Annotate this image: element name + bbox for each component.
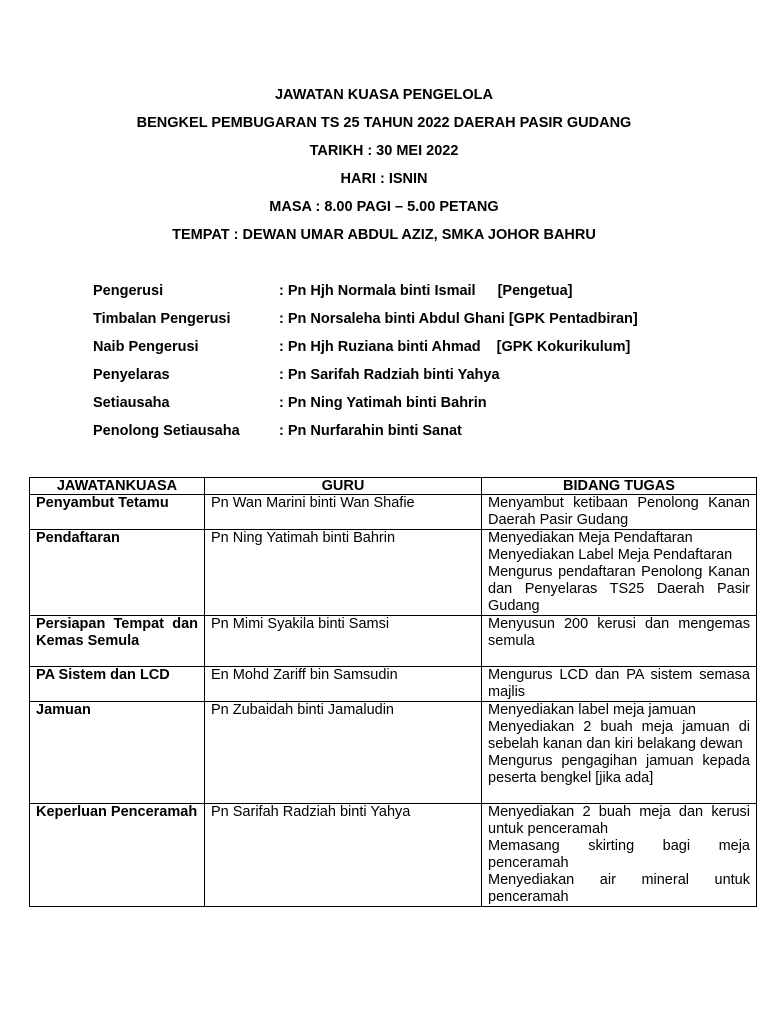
row-committee: PA Sistem dan LCD [30, 667, 205, 702]
committee-role: Pengerusi [93, 283, 164, 299]
task-item: Menyediakan 2 buah meja dan kerusi untuk penceramah [488, 804, 750, 837]
column-header-tasks: BIDANG TUGAS [482, 478, 757, 495]
committee-name: : Pn Norsaleha binti Abdul Ghani [279, 311, 505, 327]
duty-table [29, 477, 757, 907]
table-header-row [30, 478, 757, 495]
table-row [30, 667, 757, 702]
committee-row [93, 282, 713, 310]
committee-name: : Pn Hjh Ruziana binti Ahmad [279, 339, 481, 355]
committee-list [93, 282, 713, 450]
committee-row [93, 366, 713, 394]
committee-name: : Pn Hjh Normala binti Ismail [279, 283, 476, 299]
committee-name: : Pn Ning Yatimah binti Bahrin [279, 395, 487, 411]
table-row [30, 804, 757, 907]
task-item: Mengurus pengagihan jamuan kepada peserta bengkel [jika ada] [488, 753, 750, 786]
header-time: MASA : 8.00 PAGI – 5.00 PETANG [269, 199, 499, 215]
task-item: Menyediakan label meja jamuan [488, 702, 696, 718]
row-tasks [482, 804, 757, 907]
column-header-committee: JAWATANKUASA [30, 478, 205, 495]
row-teacher: En Mohd Zariff bin Samsudin [205, 667, 482, 702]
row-teacher: Pn Wan Marini binti Wan Shafie [205, 495, 482, 530]
row-teacher: Pn Mimi Syakila binti Samsi [205, 616, 482, 667]
committee-role: Timbalan Pengerusi [93, 311, 231, 327]
row-committee: Penyambut Tetamu [30, 495, 205, 530]
row-tasks [482, 667, 757, 702]
row-tasks [482, 495, 757, 530]
task-item: Mengurus pendaftaran Penolong Kanan dan Penyelaras TS25 Daerah Pasir Gudang [488, 564, 750, 614]
row-teacher: Pn Sarifah Radziah binti Yahya [205, 804, 482, 907]
header-venue: TEMPAT : DEWAN UMAR ABDUL AZIZ, SMKA JOHOR BAHRU [172, 227, 596, 243]
header-date: TARIKH : 30 MEI 2022 [309, 143, 459, 159]
task-item: Menyediakan Meja Pendaftaran [488, 530, 693, 546]
table-row [30, 530, 757, 616]
table-row [30, 495, 757, 530]
row-committee: Jamuan [30, 702, 205, 804]
committee-row [93, 394, 713, 422]
committee-name: : Pn Sarifah Radziah binti Yahya [279, 367, 500, 383]
row-committee: Keperluan Penceramah [30, 804, 205, 907]
committee-row [93, 422, 713, 450]
header-day: HARI : ISNIN [340, 171, 428, 187]
row-tasks [482, 530, 757, 616]
row-tasks [482, 616, 757, 667]
table-row [30, 616, 757, 667]
committee-name: : Pn Nurfarahin binti Sanat [279, 423, 462, 439]
task-item: Menyusun 200 kerusi dan mengemas semula [488, 616, 750, 649]
task-item: Menyediakan 2 buah meja jamuan di sebelah kanan dan kiri belakang dewan [488, 719, 750, 752]
column-header-teacher: GURU [205, 478, 482, 495]
task-item: Menyediakan Label Meja Pendaftaran [488, 547, 733, 563]
task-item: Mengurus LCD dan PA sistem semasa majlis [488, 667, 750, 700]
task-item: Memasang skirting bagi meja penceramah [488, 838, 750, 871]
task-item: Menyambut ketibaan Penolong Kanan Daerah Pasir Gudang [488, 495, 750, 528]
table-row [30, 702, 757, 804]
committee-role: Naib Pengerusi [93, 339, 199, 355]
committee-role: Setiausaha [93, 395, 170, 411]
committee-post: [GPK Kokurikulum] [496, 339, 631, 355]
committee-row [93, 338, 713, 366]
row-committee: Pendaftaran [30, 530, 205, 616]
committee-row [93, 310, 713, 338]
committee-role: Penolong Setiausaha [93, 423, 240, 439]
row-tasks [482, 702, 757, 804]
committee-role: Penyelaras [93, 367, 170, 383]
row-committee: Persiapan Tempat dan Kemas Semula [30, 616, 205, 667]
committee-post: [GPK Pentadbiran] [508, 311, 638, 327]
row-teacher: Pn Zubaidah binti Jamaludin [205, 702, 482, 804]
header-event: BENGKEL PEMBUGARAN TS 25 TAHUN 2022 DAERAH PASIR GUDANG [136, 115, 632, 131]
task-item: Menyediakan air mineral untuk penceramah [488, 872, 750, 905]
committee-post: [Pengetua] [497, 283, 573, 299]
row-teacher: Pn Ning Yatimah binti Bahrin [205, 530, 482, 616]
header-title: JAWATAN KUASA PENGELOLA [274, 87, 494, 103]
